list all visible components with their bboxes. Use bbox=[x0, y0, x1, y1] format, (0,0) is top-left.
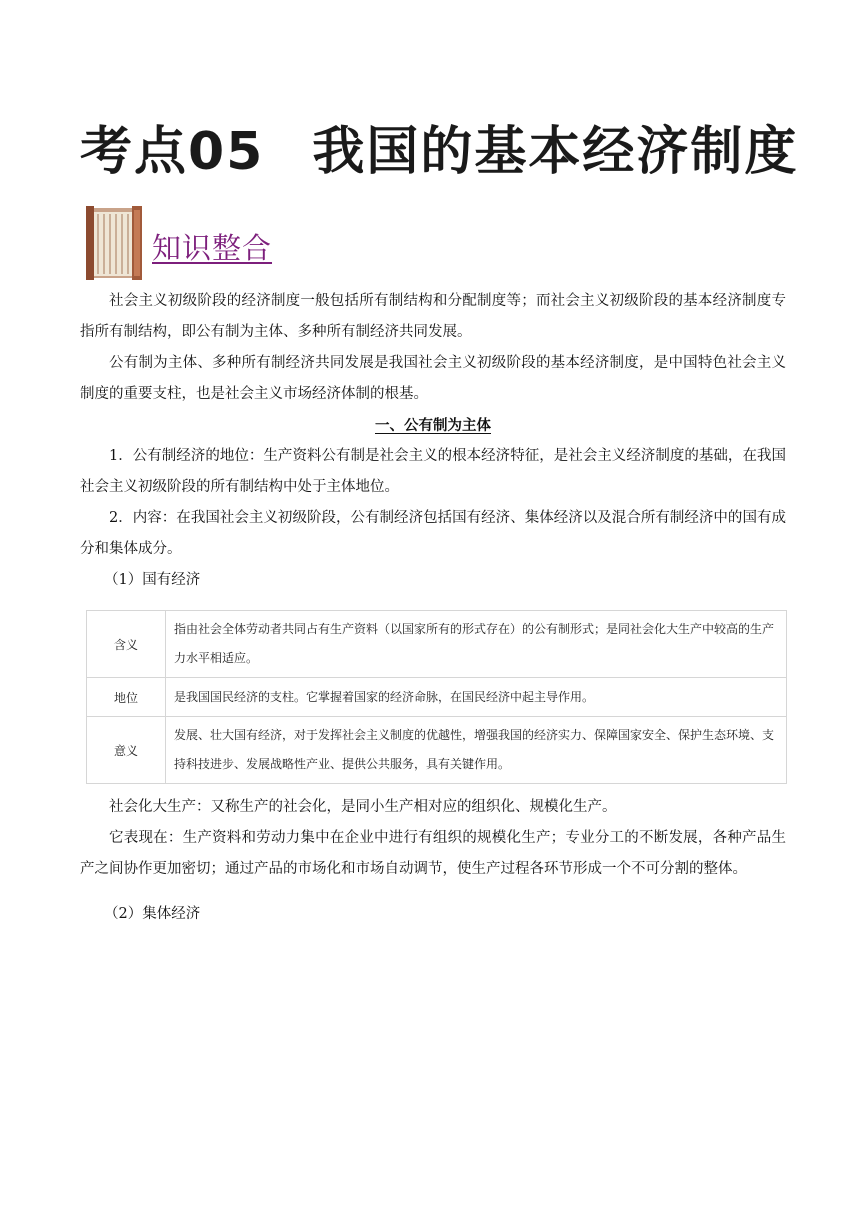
table-key: 地位 bbox=[87, 678, 166, 717]
table-value: 指由社会全体劳动者共同占有生产资料（以国家所有的形式存在）的公有制形式；是同社会化大生产中较高的生产力水平相适应。 bbox=[166, 611, 787, 678]
intro-paragraph-2: 公有制为主体、多种所有制经济共同发展是我国社会主义初级阶段的基本经济制度，是中国特色社会主义制度的重要支柱，也是社会主义市场经济体制的根基。 bbox=[80, 355, 786, 402]
table-row bbox=[87, 611, 787, 678]
after-paragraph-1: 社会化大生产：又称生产的社会化，是同小生产相对应的组织化、规模化生产。 bbox=[109, 799, 617, 815]
table-value: 发展、壮大国有经济，对于发挥社会主义制度的优越性，增强我国的经济实力、保障国家安全、保护生态环境、支持科技进步、发展战略性产业、提供公共服务，具有关键作用。 bbox=[166, 717, 787, 784]
section-label: 知识整合 bbox=[152, 231, 273, 265]
book-icon bbox=[84, 202, 144, 282]
table-key: 含义 bbox=[87, 611, 166, 678]
title-number: 考点05 bbox=[80, 122, 265, 182]
subheading-collective-economy: （2）集体经济 bbox=[104, 906, 201, 922]
page-title bbox=[80, 112, 800, 192]
table-value: 是我国国民经济的支柱。它掌握着国家的经济命脉，在国民经济中起主导作用。 bbox=[166, 678, 787, 717]
title-text: 我国的基本经济制度 bbox=[312, 122, 799, 182]
table-row bbox=[87, 678, 787, 717]
document-body bbox=[80, 286, 786, 930]
table-row bbox=[87, 717, 787, 784]
table-key: 意义 bbox=[87, 717, 166, 784]
state-economy-table bbox=[86, 610, 787, 784]
point-2: 2．内容：在我国社会主义初级阶段，公有制经济包括国有经济、集体经济以及混合所有制经济中的国有成分和集体成分。 bbox=[80, 510, 786, 557]
subheading-state-economy: （1）国有经济 bbox=[104, 572, 201, 588]
section-banner bbox=[84, 200, 384, 284]
section-heading: 一、公有制为主体 bbox=[375, 417, 491, 434]
point-1: 1．公有制经济的地位：生产资料公有制是社会主义的根本经济特征，是社会主义经济制度的基础，在我国社会主义初级阶段的所有制结构中处于主体地位。 bbox=[80, 448, 786, 495]
after-paragraph-2: 它表现在：生产资料和劳动力集中在企业中进行有组织的规模化生产；专业分工的不断发展，各种产品生产之间协作更加密切；通过产品的市场化和市场自动调节，使生产过程各环节形成一个不可分割的整体。 bbox=[80, 830, 786, 877]
intro-paragraph-1: 社会主义初级阶段的经济制度一般包括所有制结构和分配制度等；而社会主义初级阶段的基本经济制度专指所有制结构，即公有制为主体、多种所有制经济共同发展。 bbox=[80, 293, 786, 340]
